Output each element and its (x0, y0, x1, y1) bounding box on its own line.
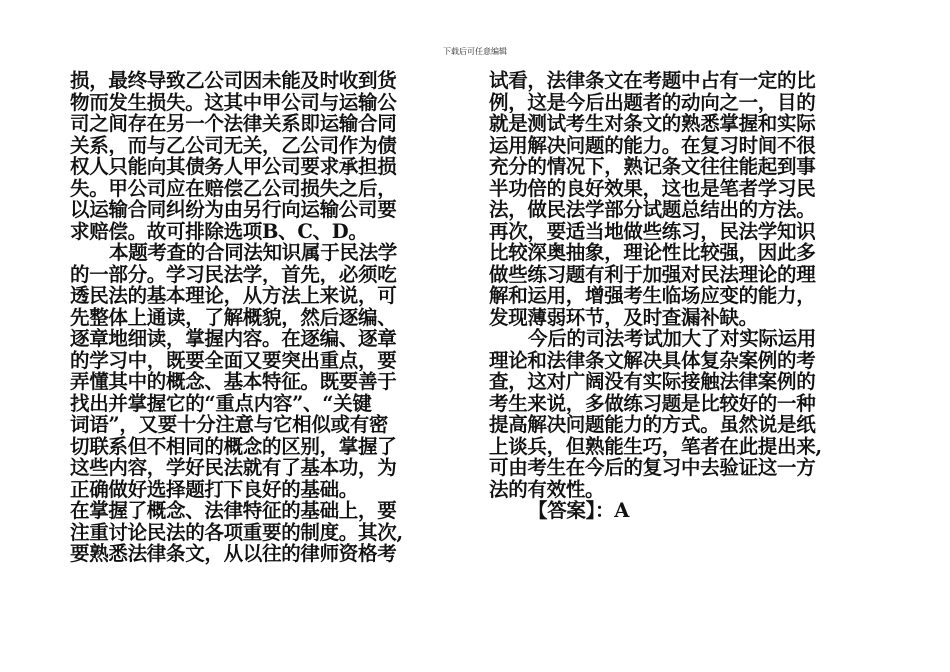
text-line: 上谈兵，但熟能生巧，笔者在此提出来, (489, 435, 822, 457)
text-line: 理论和法律条文解决具体复杂案例的考 (489, 349, 816, 371)
text-line: 解和运用，增强考生临场应变的能力， (489, 285, 816, 307)
text-line: 比较深奥抽象，理论性比较强，因此多 (489, 242, 816, 264)
text-line: 充分的情况下，熟记条文往往能起到事 (489, 156, 816, 178)
text-line: 司之间存在另一个法律关系即运输合同 (70, 113, 397, 135)
right-text-column (489, 70, 881, 522)
text-line: 法的有效性。 (489, 478, 605, 500)
text-line: 词语”，又要十分注意与它相似或有密 (70, 414, 389, 436)
text-line: 提高解决问题能力的方式。虽然说是纸 (489, 414, 816, 436)
text-line: 失。甲公司应在赔偿乙公司损失之后， (70, 177, 397, 199)
text-line: 损，最终导致乙公司因未能及时收到货 (70, 70, 397, 92)
text-line: 运用解决问题的能力。在复习时间不很 (489, 134, 816, 156)
page-header-note: 下载后可任意编辑 (443, 47, 507, 56)
text-line: 的一部分。学习民法学，首先，必须吃 (70, 263, 397, 285)
text-line: 求赔偿。故可排除选项B、C、D。 (70, 220, 368, 242)
text-line: 透民法的基本理论，从方法上来说，可 (70, 285, 397, 307)
text-line: 就是测试考生对条文的熟悉掌握和实际 (489, 113, 816, 135)
text-line: 找出并掌握它的“重点内容”、“关键 (70, 392, 372, 414)
text-line: 要熟悉法律条文，从以往的律师资格考 (70, 543, 397, 565)
paragraph-start-line: 本题考查的合同法知识属于民法学 (109, 242, 398, 264)
text-line: 法，做民法学部分试题总结出的方法。 (489, 199, 816, 221)
text-line: 正确做好选择题打下良好的基础。 (70, 478, 359, 500)
text-line: 注重讨论民法的各项重要的制度。其次, (70, 521, 403, 543)
text-line: 半功倍的良好效果，这也是笔者学习民 (489, 177, 816, 199)
text-line: 试看，法律条文在考题中占有一定的比 (489, 70, 816, 92)
text-line: 例，这是今后出题者的动向之一，目的 (489, 91, 816, 113)
text-line: 在掌握了概念、法律特征的基础上，要 (70, 500, 397, 522)
text-line: 考生来说，多做练习题是比较好的一种 (489, 392, 816, 414)
text-line: 先整体上通读，了解概貌，然后逐编、 (70, 306, 397, 328)
text-line: 关系，而与乙公司无关，乙公司作为债 (70, 134, 397, 156)
text-line: 以运输合同纠纷为由另行向运输公司要 (70, 199, 397, 221)
text-line: 做些练习题有利于加强对民法理论的理 (489, 263, 816, 285)
paragraph-start-line: 今后的司法考试加大了对实际运用 (528, 328, 817, 350)
text-line: 这些内容，学好民法就有了基本功，为 (70, 457, 397, 479)
text-line: 权人只能向其债务人甲公司要求承担损 (70, 156, 397, 178)
text-line: 发现薄弱环节，及时查漏补缺。 (489, 306, 758, 328)
text-line: 弄懂其中的概念、基本特征。既要善于 (70, 371, 397, 393)
text-line: 再次，要适当地做些练习，民法学知识 (489, 220, 816, 242)
text-line: 物而发生损失。这其中甲公司与运输公 (70, 91, 397, 113)
text-line: 切联系但不相同的概念的区别，掌握了 (70, 435, 397, 457)
left-text-column (70, 70, 465, 565)
answer-line: 【答案】：A (528, 500, 630, 522)
text-line: 的学习中，既要全面又要突出重点，要 (70, 349, 397, 371)
text-line: 逐章地细读，掌握内容。在逐编、逐章 (70, 328, 397, 350)
text-line: 查，这对广阔没有实际接触法律案例的 (489, 371, 816, 393)
text-line: 可由考生在今后的复习中去验证这一方 (489, 457, 816, 479)
